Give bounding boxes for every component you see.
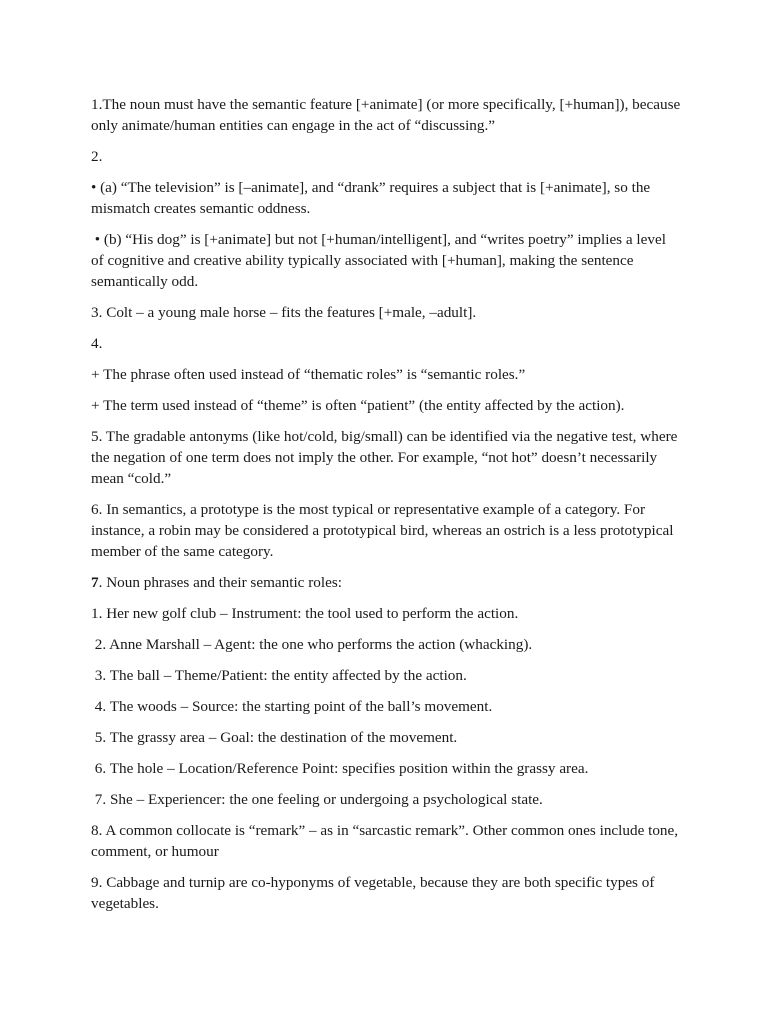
role-item-5: 5. The grassy area – Goal: the destination of the movement. <box>91 729 458 746</box>
paragraph-4-heading: 4. <box>91 335 103 352</box>
paragraph-4a: + The phrase often used instead of “thematic roles” is “semantic roles.” <box>91 366 526 383</box>
paragraph-5: 5. The gradable antonyms (like hot/cold, big/small) can be identified via the negative test, where the negation of one term does not imply the other. For example, “not hot” doesn’t necessarily mean “cold.” <box>91 428 682 487</box>
role-item-4: 4. The woods – Source: the starting point of the ball’s movement. <box>91 698 493 715</box>
document-page <box>91 94 685 924</box>
paragraph-9: 9. Cabbage and turnip are co-hyponyms of vegetable, because they are both specific types of vegetables. <box>91 874 659 912</box>
role-item-3: 3. The ball – Theme/Patient: the entity affected by the action. <box>91 667 467 684</box>
role-item-7: 7. She – Experiencer: the one feeling or undergoing a psychological state. <box>91 791 543 808</box>
paragraph-2-heading: 2. <box>91 148 103 165</box>
paragraph-4b: + The term used instead of “theme” is often “patient” (the entity affected by the action). <box>91 397 625 414</box>
paragraph-8: 8. A common collocate is “remark” – as in “sarcastic remark”. Other common ones include tone, comment, or humour <box>91 822 682 860</box>
role-item-6: 6. The hole – Location/Reference Point: specifies position within the grassy area. <box>91 760 589 777</box>
role-item-1: 1. Her new golf club – Instrument: the tool used to perform the action. <box>91 605 519 622</box>
paragraph-7-text: . Noun phrases and their semantic roles: <box>98 574 342 591</box>
paragraph-3: 3. Colt – a young male horse – fits the features [+male, –adult]. <box>91 304 477 321</box>
paragraph-1: 1.The noun must have the semantic feature [+animate] (or more specifically, [+human]), because only animate/human entities can engage in the act of “discussing.” <box>91 96 685 134</box>
role-item-2: 2. Anne Marshall – Agent: the one who performs the action (whacking). <box>91 636 533 653</box>
paragraph-6: 6. In semantics, a prototype is the most typical or representative example of a category. For instance, a robin may be considered a prototypical bird, whereas an ostrich is a less prototypical member of the same category. <box>91 501 678 560</box>
paragraph-7-number: 7 <box>91 574 99 591</box>
paragraph-2a: • (a) “The television” is [–animate], and “drank” requires a subject that is [+animate], so the mismatch creates semantic oddness. <box>91 179 654 217</box>
paragraph-7-heading <box>91 572 681 593</box>
paragraph-2b: • (b) “His dog” is [+animate] but not [+human/intelligent], and “writes poetry” implies a level of cognitive and creative ability typically associated with [+human], making the sentence semantically odd. <box>91 231 670 290</box>
